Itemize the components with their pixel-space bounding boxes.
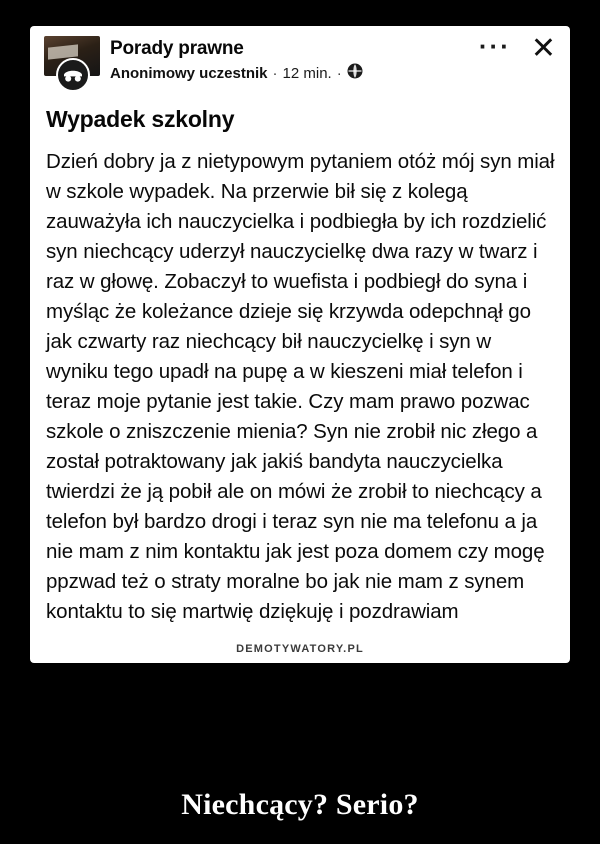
post-header-actions [478, 31, 556, 65]
post-timestamp[interactable]: 12 min. [282, 64, 332, 82]
watermark-text: DEMOTYWATORY.PL [236, 643, 364, 655]
post-header-text [110, 36, 469, 84]
meta-separator: · [272, 64, 278, 82]
meme-caption: Niechcący? Serio? [181, 788, 419, 821]
more-options-icon[interactable]: ··· [478, 31, 511, 61]
watermark-container [44, 635, 556, 659]
post-card [30, 26, 570, 663]
anonymous-badge-icon [56, 58, 90, 92]
post-body-text: Dzień dobry ja z nietypowym pytaniem otóż mój syn miał w szkole wypadek. Na przerwie bił się z kolegą zauważyła ich nauczycielka i podbiegła by ich rozdzielić syn niechcący uderzył nauczycielkę dwa razy w twarz i raz w głowę. Zobaczył to wuefista i podbiegł do syna i myśląc że koleżance dzieje się krzywda odepchnął go jak czwarty raz niechcący bił nauczycielkę i syn w wyniku tego upadł na pupę a w kieszeni miał telefon i teraz moje pytanie jest takie. Czy mam prawo pozwac szkole o zniszczenie mienia? Syn nie zrobił nic złego a został potraktowany jak jakiś bandyta nauczycielka twierdzi że ją pobił ale on mówi że zrobił to niechcący a telefon był bardzo drogi i teraz syn nie ma telefonu a ja nie mam z nim kontaktu jak jest poza domem czy mogę ppzwad też o straty moralne bo jak nie mam z synem kontaktu to się martwię dziękuję i pozdrawiam [46, 150, 555, 623]
close-icon[interactable]: ✕ [530, 32, 556, 65]
post-header [44, 31, 556, 96]
author-name[interactable]: Anonimowy uczestnik [110, 64, 268, 82]
globe-icon [347, 63, 363, 84]
meta-separator-2: · [336, 64, 342, 82]
post-meta [110, 63, 469, 84]
group-name[interactable]: Porady prawne [110, 38, 244, 59]
avatar[interactable] [44, 36, 100, 92]
post-title: Wypadek szkolny [46, 106, 235, 132]
